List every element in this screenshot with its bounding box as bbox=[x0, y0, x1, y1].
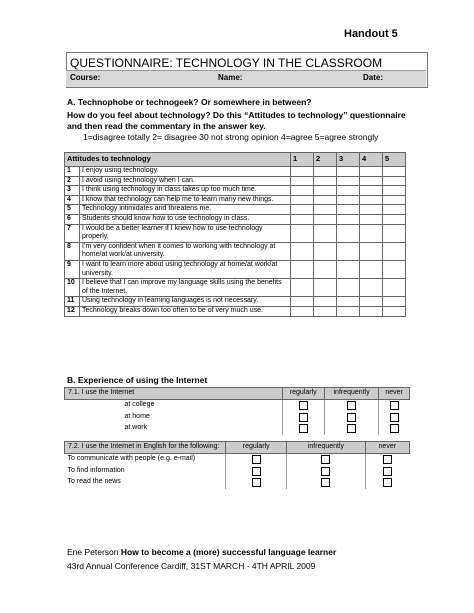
rating-scale: 1=disagree totally 2= disagree 30 not strong opinion 4=agree 5=agree strongly bbox=[83, 132, 379, 142]
rating-cell-2[interactable] bbox=[314, 176, 337, 186]
rating-cell-4[interactable] bbox=[360, 205, 383, 215]
rating-cell-1[interactable] bbox=[291, 242, 314, 260]
list-item bbox=[65, 477, 410, 489]
rating-cell-1[interactable] bbox=[291, 260, 314, 278]
row-number: 2 bbox=[65, 176, 80, 186]
table-row bbox=[65, 306, 406, 316]
checkbox-never[interactable] bbox=[383, 478, 392, 487]
rating-cell-2[interactable] bbox=[314, 242, 337, 260]
rating-cell-1[interactable] bbox=[291, 214, 314, 224]
internet-english-header bbox=[65, 442, 410, 454]
list-item bbox=[65, 423, 410, 435]
row-number: 7 bbox=[65, 224, 80, 242]
rating-cell-3[interactable] bbox=[337, 224, 360, 242]
rating-cell-4[interactable] bbox=[360, 167, 383, 177]
rating-cell-2[interactable] bbox=[314, 224, 337, 242]
section-a-heading: A. Technophobe or technogeek? Or somewhere in between? bbox=[67, 97, 312, 107]
col-infrequently: infrequently bbox=[325, 388, 379, 400]
internet-use-header bbox=[65, 388, 410, 400]
option-label: To communicate with people (e.g. e-mail) bbox=[67, 454, 196, 462]
table-row bbox=[65, 167, 406, 177]
rating-cell-4[interactable] bbox=[360, 195, 383, 205]
rating-cell-3[interactable] bbox=[337, 242, 360, 260]
checkbox-never[interactable] bbox=[390, 424, 399, 433]
rating-cell-1[interactable] bbox=[291, 224, 314, 242]
footer-conference: 43rd Annual Conference Cardiff, 31ST MARCH - 4TH APRIL 2009 bbox=[67, 561, 316, 571]
rating-cell-3[interactable] bbox=[337, 167, 360, 177]
col-infrequently: infrequently bbox=[287, 442, 365, 454]
statement-text: I want to learn more about using technology at home/at work/at university. bbox=[80, 260, 291, 278]
rating-cell-5[interactable] bbox=[383, 195, 406, 205]
rating-cell-2[interactable] bbox=[314, 205, 337, 215]
rating-cell-4[interactable] bbox=[360, 242, 383, 260]
section-a-instructions: How do you feel about technology? Do this “Attitudes to technology” questionnaire and then read the commentary in the answer key. bbox=[67, 110, 406, 131]
rating-cell-3[interactable] bbox=[337, 279, 360, 297]
rating-cell-5[interactable] bbox=[383, 205, 406, 215]
list-item bbox=[65, 453, 410, 465]
statement-text: I think using technology in class takes up too much time. bbox=[80, 186, 291, 196]
rating-cell-4[interactable] bbox=[360, 214, 383, 224]
checkbox-never[interactable] bbox=[383, 455, 392, 464]
rating-cell-4[interactable] bbox=[360, 279, 383, 297]
rating-cell-2[interactable] bbox=[314, 279, 337, 297]
internet-use-table bbox=[64, 387, 410, 435]
footer-author-line bbox=[67, 547, 336, 557]
col-regularly: regularly bbox=[226, 442, 287, 454]
option-label: at college bbox=[124, 400, 155, 408]
col-regularly: regularly bbox=[282, 388, 325, 400]
rating-cell-2[interactable] bbox=[314, 297, 337, 307]
rating-cell-3[interactable] bbox=[337, 186, 360, 196]
row-number: 10 bbox=[65, 279, 80, 297]
scale-col-5: 5 bbox=[383, 153, 406, 167]
col-never: never bbox=[365, 442, 409, 454]
row-number: 8 bbox=[65, 242, 80, 260]
attitudes-header-row bbox=[65, 153, 406, 167]
rating-cell-3[interactable] bbox=[337, 260, 360, 278]
checkbox-never[interactable] bbox=[383, 467, 392, 476]
rating-cell-1[interactable] bbox=[291, 306, 314, 316]
checkbox-regularly[interactable] bbox=[299, 413, 308, 422]
checkbox-regularly[interactable] bbox=[252, 455, 261, 464]
rating-cell-4[interactable] bbox=[360, 186, 383, 196]
rating-cell-5[interactable] bbox=[383, 242, 406, 260]
option-label: To read the news bbox=[67, 478, 121, 486]
date-label: Date: bbox=[363, 73, 384, 82]
section-b-heading: B. Experience of using the Internet bbox=[67, 375, 208, 385]
rating-cell-1[interactable] bbox=[291, 195, 314, 205]
course-label: Course: bbox=[70, 73, 101, 82]
internet-english-question: 7.2. I use the Internet in English for the following: bbox=[65, 442, 226, 454]
attitudes-table bbox=[64, 152, 406, 317]
row-number: 6 bbox=[65, 214, 80, 224]
name-label: Name: bbox=[218, 73, 243, 82]
statement-text: I avoid using technology when I can. bbox=[80, 176, 291, 186]
rating-cell-3[interactable] bbox=[337, 195, 360, 205]
table-row bbox=[65, 297, 406, 307]
statement-text: I enjoy using technology. bbox=[80, 167, 291, 177]
rating-cell-4[interactable] bbox=[360, 260, 383, 278]
rating-cell-3[interactable] bbox=[337, 205, 360, 215]
footer-title: How to become a (more) successful language learner bbox=[120, 547, 337, 557]
rating-cell-3[interactable] bbox=[337, 176, 360, 186]
rating-cell-5[interactable] bbox=[383, 167, 406, 177]
statement-text: I believe that I can improve my language skills using the benefits of the Internet. bbox=[80, 279, 291, 297]
col-never: never bbox=[379, 388, 410, 400]
list-item bbox=[65, 466, 410, 478]
table-row bbox=[65, 195, 406, 205]
rating-cell-5[interactable] bbox=[383, 186, 406, 196]
checkbox-regularly[interactable] bbox=[299, 401, 308, 410]
handout-number: Handout 5 bbox=[344, 28, 398, 40]
statement-text: I would be a better learner if I knew how to use technology properly. bbox=[80, 224, 291, 242]
list-item bbox=[65, 399, 410, 411]
rating-cell-2[interactable] bbox=[314, 186, 337, 196]
checkbox-infrequently[interactable] bbox=[321, 478, 330, 487]
rating-cell-3[interactable] bbox=[337, 306, 360, 316]
rating-cell-5[interactable] bbox=[383, 176, 406, 186]
rating-cell-4[interactable] bbox=[360, 224, 383, 242]
option-label: at home bbox=[124, 412, 150, 420]
rating-cell-5[interactable] bbox=[383, 279, 406, 297]
attitudes-header: Attitudes to technology bbox=[65, 153, 291, 167]
checkbox-infrequently[interactable] bbox=[347, 401, 356, 410]
rating-cell-2[interactable] bbox=[314, 260, 337, 278]
scale-col-2: 2 bbox=[314, 153, 337, 167]
row-number: 5 bbox=[65, 205, 80, 215]
statement-text: Students should know how to use technology in class. bbox=[80, 214, 291, 224]
table-row bbox=[65, 186, 406, 196]
rating-cell-5[interactable] bbox=[383, 214, 406, 224]
rating-cell-1[interactable] bbox=[291, 279, 314, 297]
option-label: To find information bbox=[67, 466, 125, 474]
checkbox-infrequently[interactable] bbox=[347, 413, 356, 422]
checkbox-infrequently[interactable] bbox=[321, 455, 330, 464]
rating-cell-4[interactable] bbox=[360, 297, 383, 307]
table-row bbox=[65, 260, 406, 278]
list-item bbox=[65, 412, 410, 424]
rating-cell-1[interactable] bbox=[291, 186, 314, 196]
checkbox-never[interactable] bbox=[390, 413, 399, 422]
statement-text: I know that technology can help me to learn many new things. bbox=[80, 195, 291, 205]
row-number: 1 bbox=[65, 167, 80, 177]
rating-cell-4[interactable] bbox=[360, 176, 383, 186]
rating-cell-5[interactable] bbox=[383, 260, 406, 278]
rating-cell-2[interactable] bbox=[314, 306, 337, 316]
rating-cell-4[interactable] bbox=[360, 306, 383, 316]
rating-cell-1[interactable] bbox=[291, 167, 314, 177]
row-number: 4 bbox=[65, 195, 80, 205]
row-number: 3 bbox=[65, 186, 80, 196]
checkbox-infrequently[interactable] bbox=[347, 424, 356, 433]
page-title: QUESTIONNAIRE: TECHNOLOGY IN THE CLASSROOM bbox=[70, 56, 383, 70]
rating-cell-1[interactable] bbox=[291, 176, 314, 186]
scale-col-3: 3 bbox=[337, 153, 360, 167]
scale-col-1: 1 bbox=[291, 153, 314, 167]
checkbox-infrequently[interactable] bbox=[321, 467, 330, 476]
table-row bbox=[65, 214, 406, 224]
rating-cell-1[interactable] bbox=[291, 205, 314, 215]
rating-cell-1[interactable] bbox=[291, 297, 314, 307]
checkbox-regularly[interactable] bbox=[252, 478, 261, 487]
rating-cell-2[interactable] bbox=[314, 214, 337, 224]
option-label: at work bbox=[124, 424, 148, 432]
scale-col-4: 4 bbox=[360, 153, 383, 167]
rating-cell-3[interactable] bbox=[337, 214, 360, 224]
statement-text: Technology intimidates and threatens me. bbox=[80, 205, 291, 215]
rating-cell-5[interactable] bbox=[383, 297, 406, 307]
row-number: 11 bbox=[65, 297, 80, 307]
table-row bbox=[65, 205, 406, 215]
statement-text: Technology breaks down too often to be of very much use. bbox=[80, 306, 291, 316]
checkbox-never[interactable] bbox=[390, 401, 399, 410]
statement-text: I’m very confident when it comes to working with technology at home/at work/at university. bbox=[80, 242, 291, 260]
rating-cell-5[interactable] bbox=[383, 224, 406, 242]
row-number: 9 bbox=[65, 260, 80, 278]
statement-text: Using technology in learning languages is not necessary. bbox=[80, 297, 291, 307]
table-row bbox=[65, 176, 406, 186]
rating-cell-5[interactable] bbox=[383, 306, 406, 316]
checkbox-regularly[interactable] bbox=[252, 467, 261, 476]
footer-author: Ene Peterson bbox=[67, 547, 121, 557]
table-row bbox=[65, 242, 406, 260]
row-number: 12 bbox=[65, 306, 80, 316]
internet-use-question: 7.1. I use the Internet bbox=[65, 388, 283, 400]
internet-english-table bbox=[64, 441, 410, 489]
checkbox-regularly[interactable] bbox=[299, 424, 308, 433]
rating-cell-3[interactable] bbox=[337, 297, 360, 307]
rating-cell-2[interactable] bbox=[314, 167, 337, 177]
rating-cell-2[interactable] bbox=[314, 195, 337, 205]
table-row bbox=[65, 279, 406, 297]
table-row bbox=[65, 224, 406, 242]
